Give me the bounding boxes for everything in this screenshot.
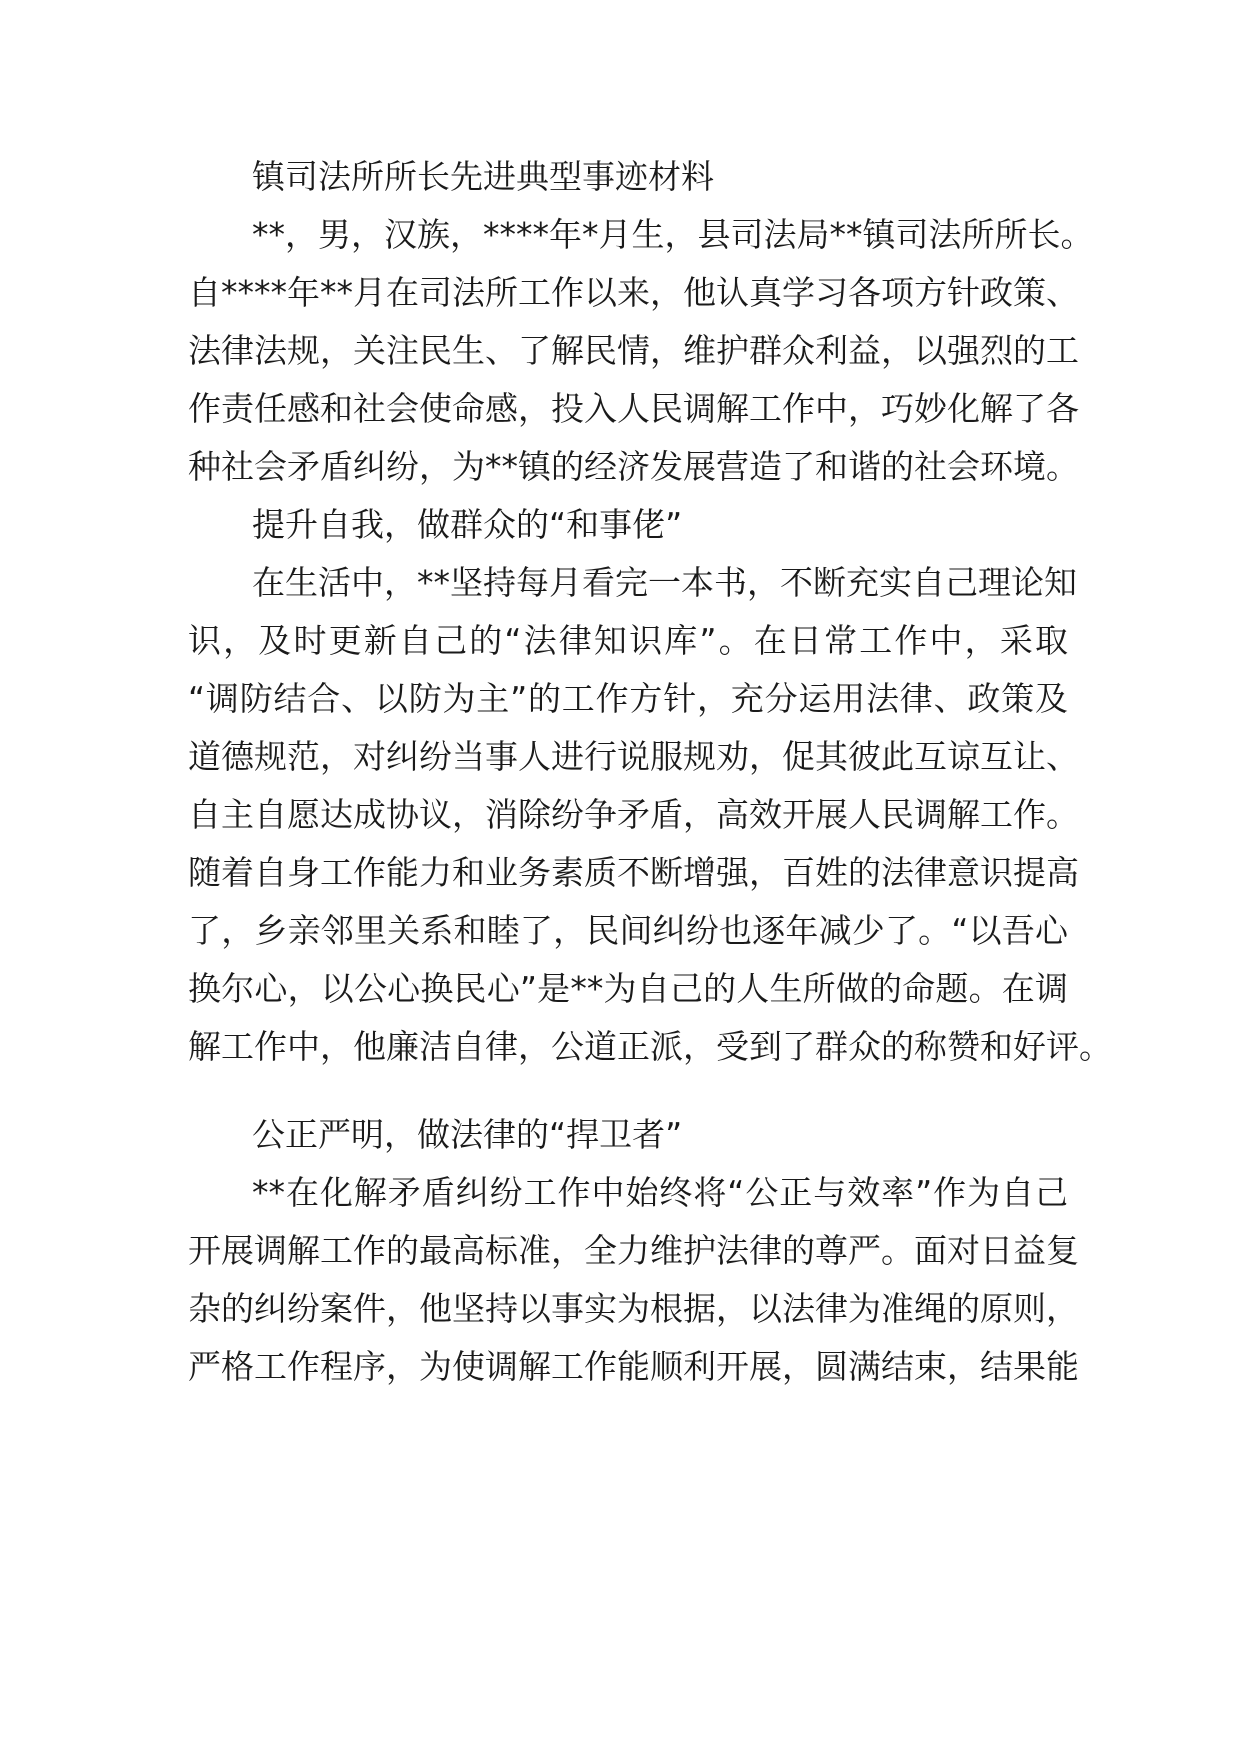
section-heading: 公正严明，做法律的“捍卫者” bbox=[252, 1115, 683, 1154]
paragraph-line: 解工作中，他廉洁自律，公道正派，受到了群众的称赞和好评。 bbox=[188, 1027, 1112, 1066]
paragraph-line: 开展调解工作的最高标准，全力维护法律的尊严。面对日益复 bbox=[188, 1231, 1079, 1270]
paragraph-line: 自主自愿达成协议，消除纷争矛盾，高效开展人民调解工作。 bbox=[188, 795, 1079, 834]
paragraph-line: 道德规范，对纠纷当事人进行说服规劝，促其彼此互谅互让、 bbox=[188, 737, 1079, 776]
paragraph-line: 法律法规，关注民生、了解民情，维护群众利益，以强烈的工 bbox=[188, 331, 1079, 370]
paragraph-line: 种社会矛盾纠纷，为**镇的经济发展营造了和谐的社会环境。 bbox=[188, 447, 1079, 486]
paragraph-line: **，男，汉族，****年*月生，县司法局**镇司法所所长。 bbox=[252, 215, 1094, 254]
paragraph-line: 自****年**月在司法所工作以来，他认真学习各项方针政策、 bbox=[188, 273, 1079, 312]
paragraph-line: 在生活中，**坚持每月看完一本书，不断充实自己理论知 bbox=[252, 563, 1077, 602]
paragraph-line: 了，乡亲邻里关系和睦了，民间纠纷也逐年减少了。“以吾心 bbox=[188, 911, 1068, 950]
section-heading: 提升自我，做群众的“和事佬” bbox=[252, 505, 683, 544]
paragraph-line: **在化解矛盾纠纷工作中始终将“公正与效率”作为自己 bbox=[252, 1173, 1068, 1212]
paragraph-line: 作责任感和社会使命感，投入人民调解工作中，巧妙化解了各 bbox=[188, 389, 1079, 428]
paragraph-line: “调防结合、以防为主”的工作方针，充分运用法律、政策及 bbox=[188, 679, 1068, 718]
paragraph-line: 随着自身工作能力和业务素质不断增强，百姓的法律意识提高 bbox=[188, 853, 1079, 892]
paragraph-line: 识，及时更新自己的“法律知识库”。在日常工作中，采取 bbox=[188, 621, 1068, 660]
paragraph-line: 杂的纠纷案件，他坚持以事实为根据，以法律为准绳的原则， bbox=[188, 1289, 1079, 1328]
paragraph-line: 严格工作程序，为使调解工作能顺利开展，圆满结束，结果能 bbox=[188, 1347, 1079, 1386]
document-title: 镇司法所所长先进典型事迹材料 bbox=[252, 157, 714, 196]
paragraph-line: 换尔心，以公心换民心”是**为自己的人生所做的命题。在调 bbox=[188, 969, 1068, 1008]
